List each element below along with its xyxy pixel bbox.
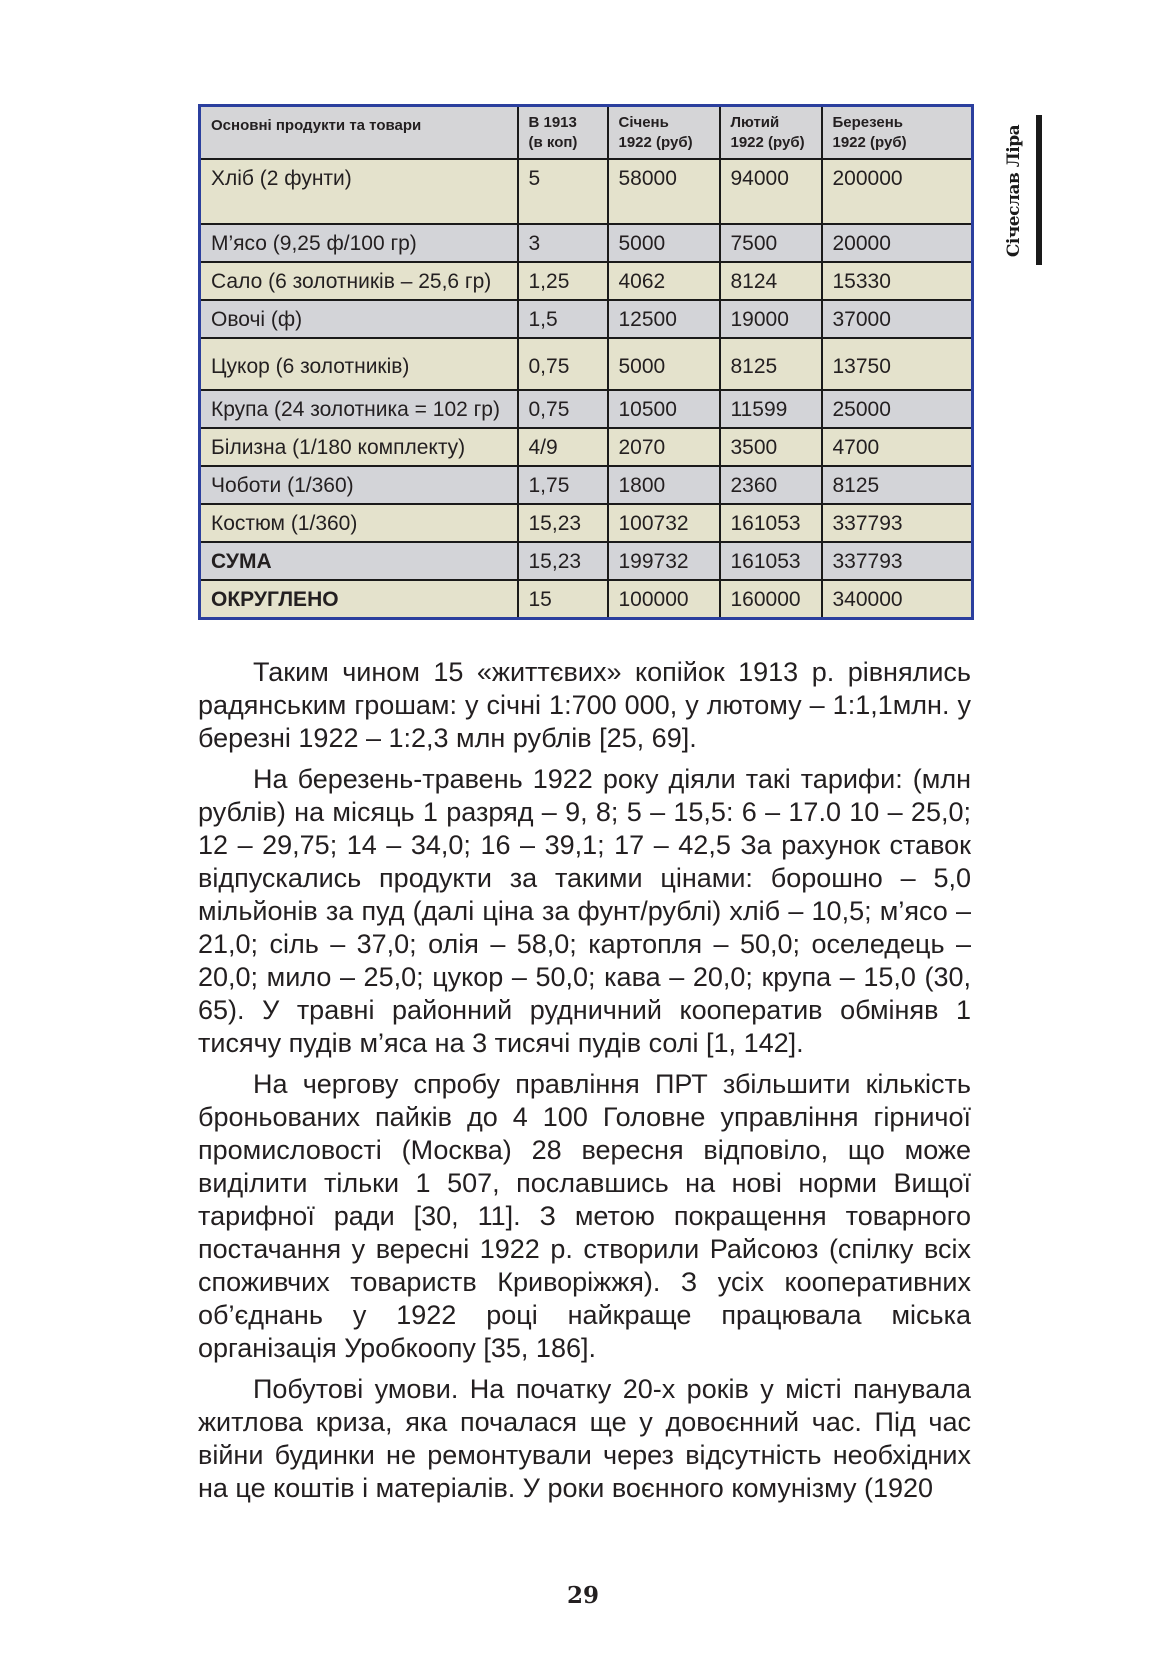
header-text: Основні продукти та товари [211, 117, 422, 134]
price-cell: 10500 [608, 390, 720, 428]
price-cell: 2360 [720, 466, 822, 504]
header-text: (в коп) [528, 134, 578, 151]
header-text: В 1913 [528, 114, 577, 131]
price-cell: 100732 [608, 504, 720, 542]
table-row [200, 466, 973, 504]
table-row [200, 300, 973, 338]
table-body [200, 159, 973, 618]
price-cell: 94000 [720, 159, 822, 224]
body-text [198, 656, 971, 1513]
table-header-cell [720, 106, 822, 160]
item-name-cell: Овочі (ф) [200, 300, 518, 338]
price-cell: 1,5 [518, 300, 608, 338]
table-header-cell [608, 106, 720, 160]
item-name-cell: Чоботи (1/360) [200, 466, 518, 504]
item-name-cell: Цукор (6 золотників) [200, 338, 518, 390]
header-text: 1922 (руб) [618, 134, 693, 151]
paragraph: На березень-травень 1922 року діяли такі тарифи: (млн рублів) на місяць 1 разряд – 9, 8; 5 – 15,5: 6 – 17.0 10 – 25,0; 12 – 29,75; 14 – 34,0; 16 – 39,1; 17 – 42,5 За рахунок ставок відпускались продукти за такими цінами: борошно – 5,0 мільйонів за пуд (далі ціна за фунт/рублі) хліб – 10,5; м’ясо – 21,0; сіль – 37,0; олія – 58,0; картопля – 50,0; оселедець – 20,0; мило – 25,0; цукор – 50,0; кава – 20,0; крупа – 15,0 (30, 65). У травні районний рудничний кооператив обміняв 1 тисячу пудів м’яса на 3 тисячі пудів солі [1, 142]. [198, 764, 971, 1058]
table-row [200, 338, 973, 390]
logo-text: Січеслав Ліра [1004, 124, 1024, 258]
price-cell: 4062 [608, 262, 720, 300]
price-table [198, 104, 974, 620]
table-row [200, 428, 973, 466]
table-row [200, 262, 973, 300]
price-cell: 200000 [822, 159, 973, 224]
item-name-cell: Сало (6 золотників – 25,6 гр) [200, 262, 518, 300]
price-cell: 7500 [720, 224, 822, 262]
price-cell: 1,25 [518, 262, 608, 300]
price-cell: 199732 [608, 542, 720, 580]
price-cell: 5000 [608, 224, 720, 262]
price-cell: 4700 [822, 428, 973, 466]
item-name-cell: ОКРУГЛЕНО [200, 580, 518, 618]
price-cell: 19000 [720, 300, 822, 338]
header-text: 1922 (руб) [832, 134, 907, 151]
price-cell: 15 [518, 580, 608, 618]
price-cell: 1,75 [518, 466, 608, 504]
price-cell: 337793 [822, 542, 973, 580]
logo-bar [1036, 115, 1042, 265]
side-logo [1000, 115, 1044, 265]
price-cell: 161053 [720, 504, 822, 542]
item-name-cell: М’ясо (9,25 ф/100 гр) [200, 224, 518, 262]
price-cell: 3500 [720, 428, 822, 466]
price-cell: 15330 [822, 262, 973, 300]
paragraph: Побутові умови. На початку 20-х років у місті панувала житлова криза, яка почалася ще у довоєнний час. Під час війни будинки не ремонтували через відсутність необхідних на це коштів і матеріалів. У роки воєнного комунізму (1920 [198, 1374, 971, 1503]
price-cell: 58000 [608, 159, 720, 224]
price-cell: 0,75 [518, 390, 608, 428]
price-cell: 100000 [608, 580, 720, 618]
paragraph: На чергову спробу правління ПРТ збільшити кількість броньованих пайків до 4 100 Головне управління гірничої промисловості (Москва) 28 вересня відповіло, що може виділити тільки 1 507, пославшись на нові норми Вищої тарифної ради [30, 11]. З метою покращення товарного постачання у вересні 1922 р. створили Райсоюз (спілку всіх споживчих товариств Криворіжжя). З усіх кооперативних об’єднань у 1922 році найкраще працювала міська організація Уробкоопу [35, 186]. [198, 1069, 971, 1363]
table-row [200, 504, 973, 542]
price-cell: 8125 [720, 338, 822, 390]
price-cell: 12500 [608, 300, 720, 338]
price-cell: 5 [518, 159, 608, 224]
item-name-cell: Крупа (24 золотника = 102 гр) [200, 390, 518, 428]
item-name-cell: Хліб (2 фунти) [200, 159, 518, 224]
price-cell: 37000 [822, 300, 973, 338]
table-row [200, 580, 973, 618]
price-cell: 3 [518, 224, 608, 262]
table-header-cell [200, 106, 518, 160]
table-header-cell [518, 106, 608, 160]
header-text: 1922 (руб) [730, 134, 805, 151]
price-cell: 15,23 [518, 504, 608, 542]
table-row [200, 542, 973, 580]
item-name-cell: СУМА [200, 542, 518, 580]
header-text: Січень [618, 114, 669, 131]
price-cell: 8125 [822, 466, 973, 504]
price-cell: 20000 [822, 224, 973, 262]
table-row [200, 159, 973, 224]
price-cell: 160000 [720, 580, 822, 618]
price-cell: 15,23 [518, 542, 608, 580]
table-row [200, 390, 973, 428]
price-cell: 5000 [608, 338, 720, 390]
price-cell: 2070 [608, 428, 720, 466]
header-text: Лютий [730, 114, 780, 131]
table-row [200, 224, 973, 262]
header-text: Березень [832, 114, 904, 131]
price-cell: 11599 [720, 390, 822, 428]
price-cell: 8124 [720, 262, 822, 300]
table-header [200, 106, 973, 160]
price-cell: 340000 [822, 580, 973, 618]
price-cell: 25000 [822, 390, 973, 428]
paragraph: Таким чином 15 «життєвих» копійок 1913 р. рівнялись радянським грошам: у січні 1:700 000, у лютому – 1:1,1млн. у березні 1922 – 1:2,3 млн рублів [25, 69]. [198, 657, 971, 753]
price-cell: 13750 [822, 338, 973, 390]
price-cell: 1800 [608, 466, 720, 504]
price-cell: 4/9 [518, 428, 608, 466]
price-cell: 337793 [822, 504, 973, 542]
page-number: 29 [566, 1582, 599, 1609]
price-cell: 161053 [720, 542, 822, 580]
item-name-cell: Костюм (1/360) [200, 504, 518, 542]
table-header-cell [822, 106, 973, 160]
item-name-cell: Білизна (1/180 комплекту) [200, 428, 518, 466]
price-cell: 0,75 [518, 338, 608, 390]
